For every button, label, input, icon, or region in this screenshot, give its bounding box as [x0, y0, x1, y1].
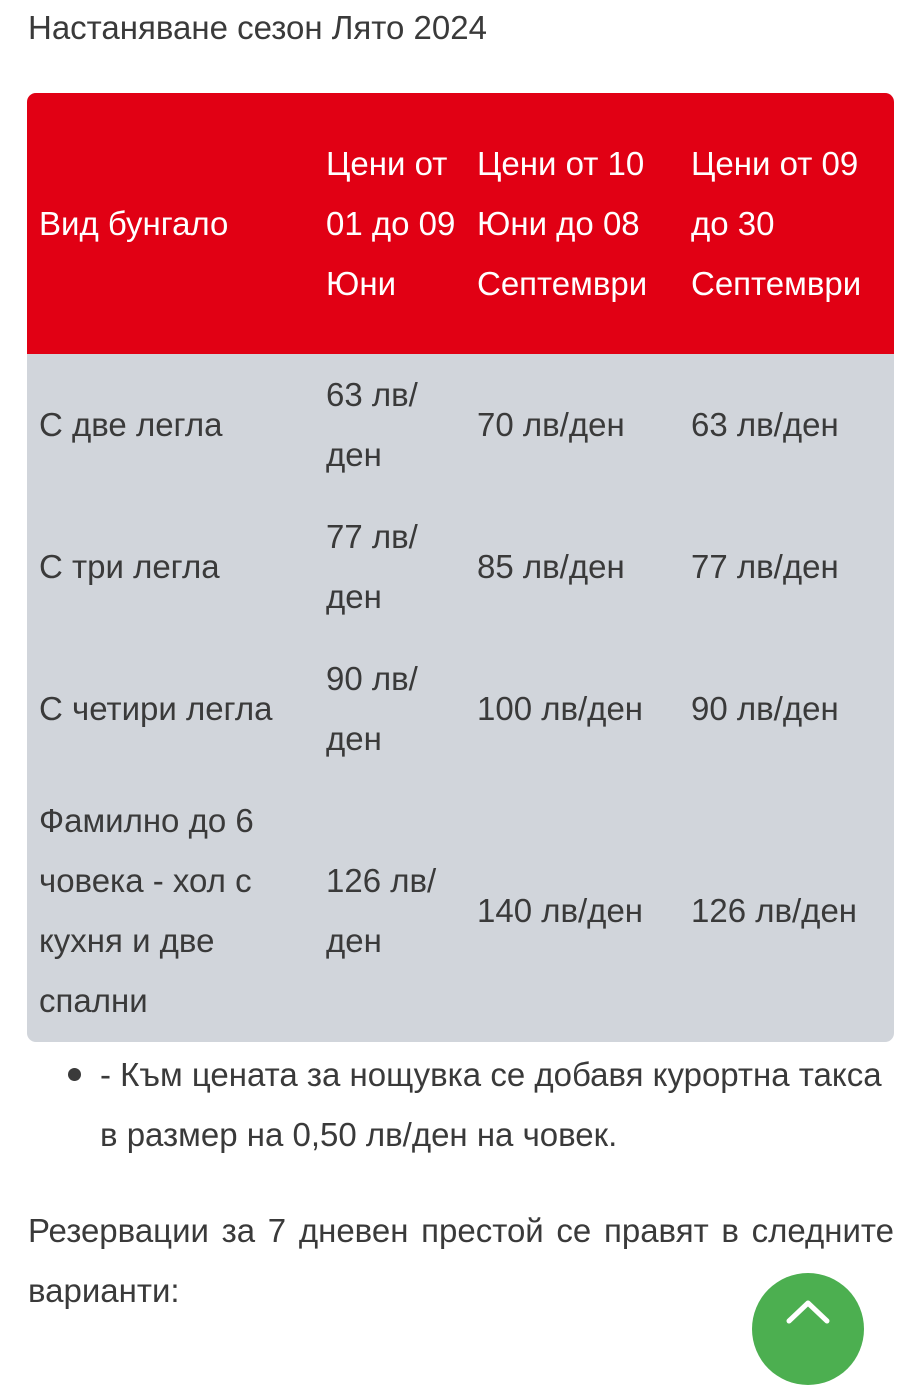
cell-price: 90 лв/ден: [691, 690, 839, 727]
table-row: [27, 496, 894, 638]
cell-price: 140 лв/ден: [477, 892, 644, 929]
cell-price: 126 лв/ден: [691, 892, 858, 929]
cell-price: 77 лв/ден: [326, 518, 418, 615]
scroll-to-top-button[interactable]: [752, 1273, 864, 1385]
table-header-row: [27, 93, 894, 354]
cell-price: 100 лв/ден: [477, 690, 644, 727]
page-title: Настаняване сезон Лято 2024: [28, 9, 487, 46]
cell-bungalow-type: С две легла: [39, 406, 223, 443]
cell-bungalow-type: Фамилно до 6 човека - хол с кухня и две спални: [39, 802, 254, 1019]
header-price-period-3: Цени от 09 до 30 Септември: [679, 93, 894, 354]
table-row: [27, 780, 894, 1042]
header-price-period-2: Цени от 10 Юни до 08 Септември: [465, 93, 679, 354]
cell-price: 85 лв/ден: [477, 548, 625, 585]
header-bungalow-type: Вид бунгало: [27, 93, 314, 354]
bullet-icon: [68, 1068, 81, 1081]
cell-bungalow-type: С три легла: [39, 548, 220, 585]
cell-bungalow-type: С четири легла: [39, 690, 273, 727]
header-price-period-1: Цени от 01 до 09 Юни: [314, 93, 465, 354]
cell-price: 70 лв/ден: [477, 406, 625, 443]
table-row: [27, 354, 894, 496]
cell-price: 90 лв/ден: [326, 660, 418, 757]
chevron-up-icon: [785, 1297, 831, 1325]
cell-price: 63 лв/ден: [326, 376, 418, 473]
price-table: [27, 93, 894, 1042]
cell-price: 126 лв/ден: [326, 862, 437, 959]
cell-price: 77 лв/ден: [691, 548, 839, 585]
table-row: [27, 638, 894, 780]
cell-price: 63 лв/ден: [691, 406, 839, 443]
reservation-paragraph: Резервации за 7 дневен престой се правят в следните варианти:: [28, 1212, 894, 1309]
resort-tax-note: - Към цената за нощувка се добавя курортна такса в размер на 0,50 лв/ден на човек.: [100, 1056, 882, 1153]
